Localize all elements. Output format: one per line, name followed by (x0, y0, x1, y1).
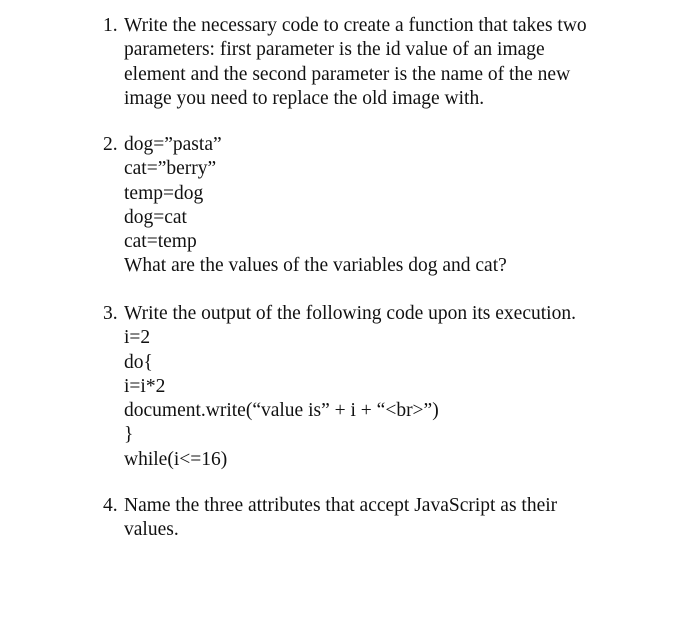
question-2 (103, 133, 663, 279)
question-number: 3. (103, 303, 118, 324)
question-text (124, 302, 663, 472)
question-number: 2. (103, 134, 118, 155)
question-line: What are the values of the variables dog and cat? (124, 255, 507, 277)
question-text (124, 494, 663, 543)
code-line: do{ (124, 351, 153, 373)
question-line: Write the output of the following code upon its execution. (124, 303, 576, 324)
code-line: while(i<=16) (124, 448, 228, 470)
question-line: values. (124, 519, 179, 541)
code-line: dog=”pasta” (124, 134, 222, 155)
code-line: cat=temp (124, 231, 197, 253)
code-line: cat=”berry” (124, 158, 217, 180)
question-3 (103, 302, 663, 472)
question-number: 1. (103, 15, 118, 36)
question-text (124, 14, 663, 111)
question-line: parameters: first parameter is the id value of an image (124, 39, 545, 61)
question-line: image you need to replace the old image with. (124, 87, 485, 109)
code-line: i=2 (124, 327, 151, 349)
question-1 (103, 14, 663, 111)
code-line: i=i*2 (124, 375, 166, 397)
question-line: Name the three attributes that accept JavaScript as their (124, 495, 558, 516)
code-line: } (124, 424, 134, 446)
question-line: Write the necessary code to create a function that takes two (124, 15, 587, 36)
question-text (124, 133, 663, 279)
code-line: document.write(“value is” + i + “<br>”) (124, 400, 439, 422)
code-line: dog=cat (124, 206, 187, 228)
question-4 (103, 494, 663, 543)
question-line: element and the second parameter is the name of the new (124, 63, 571, 85)
question-number: 4. (103, 495, 118, 516)
code-line: temp=dog (124, 182, 204, 204)
